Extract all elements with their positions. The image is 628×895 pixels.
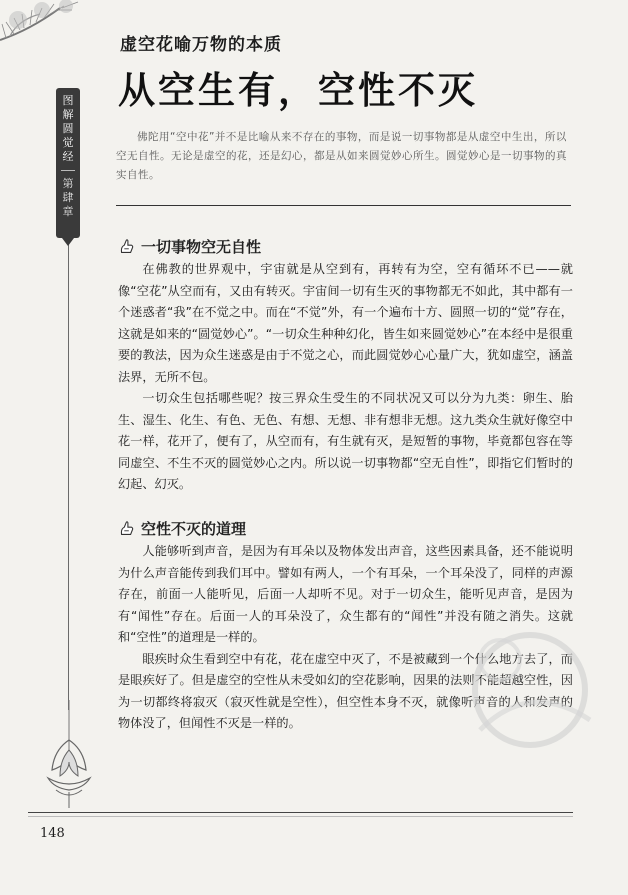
section-heading-text: 空性不灭的道理 <box>141 520 247 538</box>
lotus-ornament <box>34 700 104 810</box>
book-title-vertical: 图解圆觉经 <box>62 94 74 163</box>
paragraph: 在佛教的世界观中，宇宙就是从空到有，再转有为空，空有循环不已——就像“空花”从空而有，又由有转灭。宇宙间一切有生灭的事物都无不如此，其中都有一个迷惑者“我”在不觉之中。而在“不觉”外，有一个遍布十方、圆照一切的“觉”存在，这就是如来的“圆觉妙心”。“一切众生种种幻化，皆生如来圆觉妙心”在本经中是很重要的教法，因为众生迷惑是由于不觉之心，而此圆觉妙心心量广大，犹如虚空，涵盖法界，无所不包。 <box>118 262 573 384</box>
section-heading-1 <box>118 236 261 257</box>
paragraph: 眼疾时众生看到空中有花，花在虚空中灭了，不是被藏到一个什么地方去了，而是眼疾好了。但是虚空的空性从未受如幻的空花影响，因果的法则不能超越空性，因为一切都终将寂灭（寂灭性就是空性），但空性本身不灭，就像听声音的人和发声的物体没了，但闻性不灭是一样的。 <box>118 651 573 730</box>
section-body-1 <box>118 259 573 496</box>
footer-rule-thin <box>28 816 573 817</box>
intro-paragraph: 佛陀用“空中花”并不是比喻从来不存在的事物，而是说一切事物都是从虚空中生出，所以空无自性。无论是虚空的花，还是幻心，都是从如来圆觉妙心所生。圆觉妙心是一切事物的真实自性。 <box>116 131 567 181</box>
intro-divider <box>116 205 571 206</box>
chapter-side-tab <box>56 88 80 238</box>
footer-rule <box>28 812 573 813</box>
hand-pointer-icon <box>118 520 136 538</box>
hand-pointer-icon <box>118 238 136 256</box>
chapter-label-vertical: 第肆章 <box>62 177 74 218</box>
tab-arrow-icon <box>62 238 74 246</box>
watermark-ornament <box>440 620 610 780</box>
paragraph: 人能够听到声音，是因为有耳朵以及物体发出声音，这些因素具备，还不能说明为什么声音能传到我们耳中。譬如有两人，一个有耳朵，一个耳朵没了，同样的声源存在，前面一人能听见，后面一人却听不见。对于一切众生，能听见声音，是因为有“闻性”存在。后面一人的耳朵没了，众生都有的“闻性”并没有随之消失。这就和“空性”的道理是一样的。 <box>118 544 573 644</box>
section-subtitle: 虚空花喻万物的本质 <box>120 35 282 55</box>
paragraph: 一切众生包括哪些呢？按三界众生受生的不同状况又可以分为九类：卵生、胎生、湿生、化生、有色、无色、有想、无想、非有想非无想。这九类众生就好像空中花一样，花开了，便有了，从空而有，有生就有灭，是短暂的事物，毕竟都包容在等同虚空、不生不灭的圆觉妙心之内。所以说一切事物都“空无自性”，即指它们暂时的幻起、幻灭。 <box>118 391 573 491</box>
section-heading-2 <box>118 518 246 539</box>
page-title: 从空生有，空性不灭 <box>118 68 478 112</box>
pine-branch-ornament <box>0 0 130 70</box>
tab-divider <box>61 170 75 171</box>
section-heading-text: 一切事物空无自性 <box>141 238 262 256</box>
page-number: 148 <box>40 826 65 841</box>
